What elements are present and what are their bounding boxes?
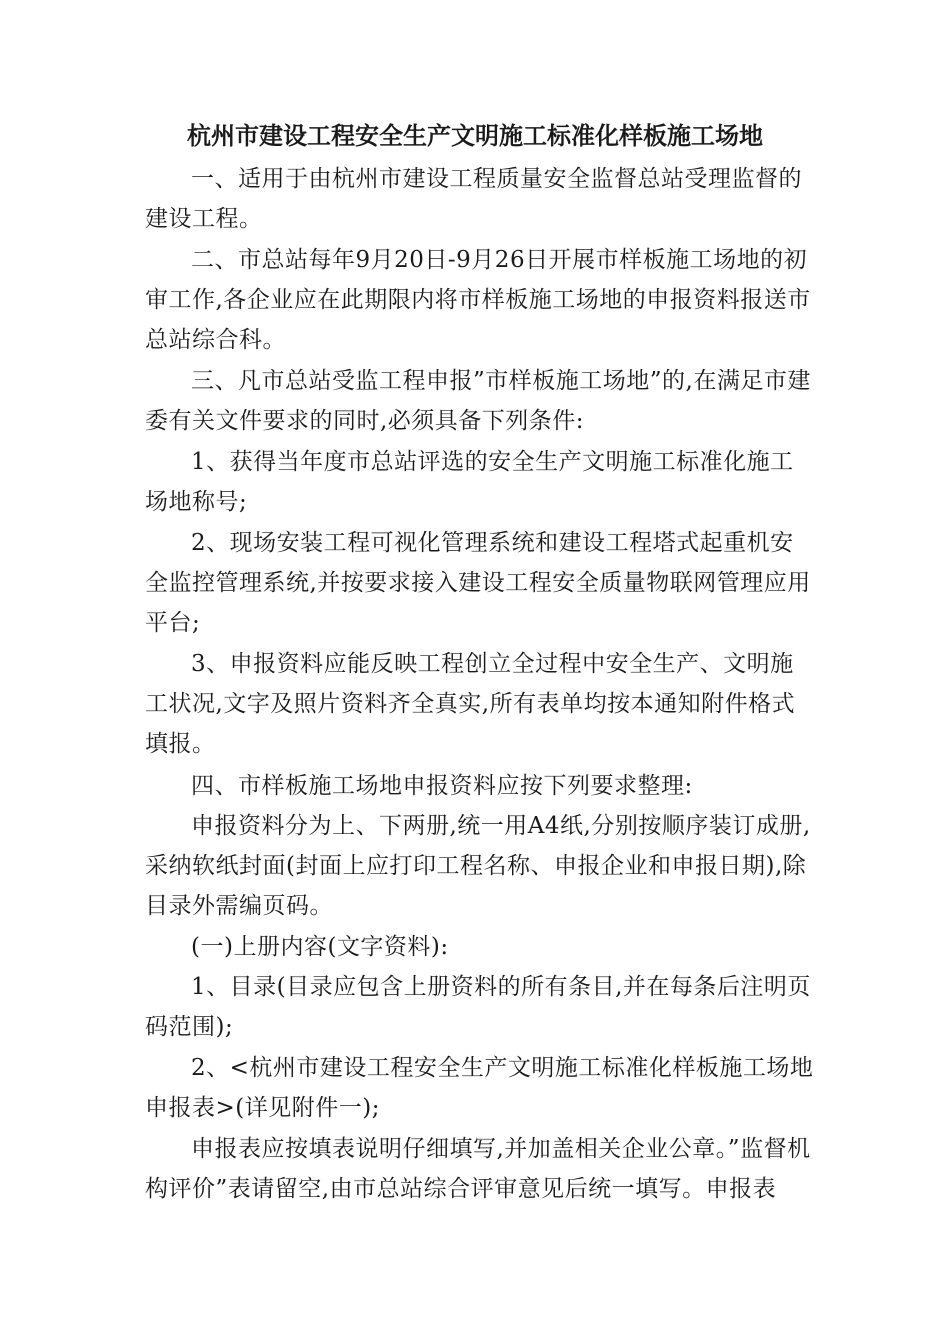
paragraph-review-period: 二、市总站每年9月20日-9月26日开展市样板施工场地的初审工作,各企业应在此期限内将市样板施工场地的申报资料报送市总站综合科。 <box>145 247 811 354</box>
paragraph-condition-2: 2、现场安装工程可视化管理系统和建设工程塔式起重机安全监控管理系统,并按要求接入建设工程安全质量物联网管理应用平台; <box>145 530 811 637</box>
paragraph-condition-3: 3、申报资料应能反映工程创立全过程中安全生产、文明施工状况,文字及照片资料齐全真实,所有表单均按本通知附件格式填报。 <box>145 651 796 758</box>
paragraph-item-contents: 1、目录(目录应包含上册资料的所有条目,并在每条后注明页码范围); <box>145 974 811 1041</box>
paragraph-condition-1: 1、获得当年度市总站评选的安全生产文明施工标准化施工场地称号; <box>145 449 794 516</box>
paragraph-materials-heading: 四、市样板施工场地申报资料应按下列要求整理: <box>191 773 693 799</box>
paragraph-item-form: 2、<杭州市建设工程安全生产文明施工标准化样板施工场地申报表>(详见附件一); <box>145 1055 814 1122</box>
paragraph-scope: 一、适用于由杭州市建设工程质量安全监督总站受理监督的建设工程。 <box>145 166 802 233</box>
paragraph-conditions: 三、凡市总站受监工程申报”市样板施工场地”的,在满足市建委有关文件要求的同时,必须具备下列条件: <box>145 368 811 435</box>
paragraph-form-instructions: 申报表应按填表说明仔细填写,并加盖相关企业公章。”监督机构评价”表请留空,由市总站综合评审意见后统一填写。申报表 <box>145 1136 811 1203</box>
document-title: 杭州市建设工程安全生产文明施工标准化样板施工场地 <box>187 122 763 150</box>
paragraph-materials-format: 申报资料分为上、下两册,统一用A4纸,分别按顺序装订成册,采纳软纸封面(封面上应打印工程名称、申报企业和申报日期),除目录外需编页码。 <box>145 813 811 920</box>
paragraph-volume-one: (一)上册内容(文字资料): <box>191 934 449 960</box>
